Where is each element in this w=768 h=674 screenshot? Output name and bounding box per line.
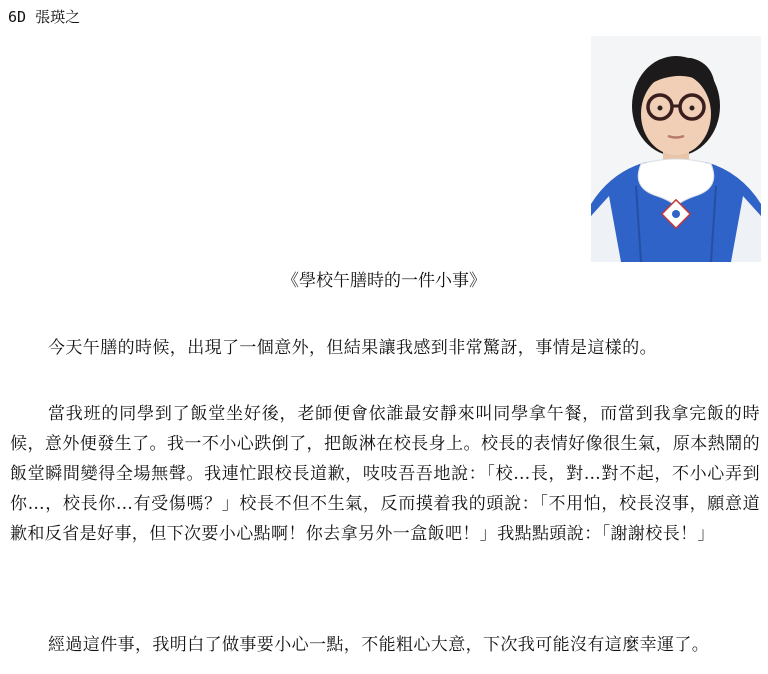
essay-paragraph-3: 經過這件事，我明白了做事要小心一點，不能粗心大意，下次我可能沒有這麼幸運了。 bbox=[48, 635, 710, 655]
essay-title: 《學校午膳時的一件小事》 bbox=[282, 271, 486, 291]
essay-paragraph-2: 當我班的同學到了飯堂坐好後，老師便會依誰最安靜來叫同學拿午餐，而當到我拿完飯的時候，意外便發生了。我一不小心跌倒了，把飯淋在校長身上。校長的表情好像很生氣，原本熱鬧的飯堂瞬間變得全場無聲。我連忙跟校長道歉，吱吱吾吾地說：「校…長，對…對不起，不小心弄到你…，校長你…有受傷嗎？」校長不但不生氣，反而摸着我的頭說：「不用怕，校長沒事，願意道歉和反省是好事，但下次要小心點啊！你去拿另外一盒飯吧！」我點點頭說：「謝謝校長！」 bbox=[10, 404, 760, 544]
author-line: 6D 張瑛之 bbox=[8, 8, 81, 26]
essay-paragraph-1: 今天午膳的時候，出現了一個意外，但結果讓我感到非常驚訝，事情是這樣的。 bbox=[48, 338, 657, 358]
student-portrait bbox=[591, 36, 761, 262]
student-portrait-icon bbox=[591, 36, 761, 262]
